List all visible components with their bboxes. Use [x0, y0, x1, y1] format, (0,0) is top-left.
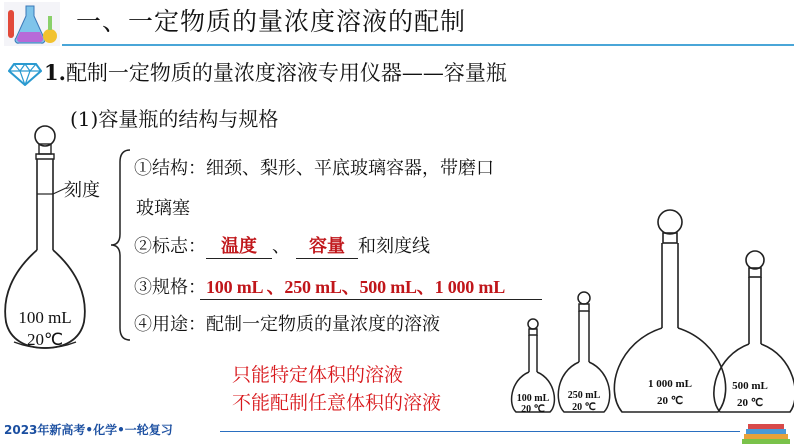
flask-1000ml-temp: 20 ℃: [656, 395, 684, 407]
subsection-heading: (1)容量瓶的结构与规格: [70, 107, 279, 131]
diamond-icon: [8, 62, 42, 86]
mark-blank-2: [296, 234, 358, 260]
flask-1000ml-volume: 1 000 mL: [648, 378, 692, 390]
footer-divider: [220, 431, 740, 432]
flask-250ml-volume: 250 mL: [567, 390, 601, 401]
structure-label: ①结构：: [134, 158, 206, 179]
flask-250ml-temp: 20 ℃: [572, 402, 596, 413]
flask-500ml-temp: 20 ℃: [736, 397, 764, 409]
spec-answer: 100 mL 、250 mL、500 mL、1 000 mL: [206, 277, 506, 297]
structure-line-2: 玻璃塞: [136, 198, 190, 219]
use-line: [134, 312, 440, 338]
section-heading-text: 配制一定物质的量浓度溶液专用仪器——容量瓶: [65, 61, 507, 85]
structure-text: 细颈、梨形、平底玻璃容器，带磨口: [206, 158, 494, 179]
scale-mark-label: 刻度: [64, 180, 100, 201]
mark-label: ②标志：: [134, 236, 206, 257]
mark-blank-1: [206, 234, 272, 260]
bracket-brace: [108, 148, 132, 342]
note-line-1: 只能特定体积的溶液: [232, 364, 404, 386]
footer-course-label: 2023年新高考•化学•一轮复习: [4, 423, 173, 437]
section-heading: [44, 58, 507, 88]
mark-suffix: 和刻度线: [358, 236, 430, 257]
spec-label: ③规格：: [134, 277, 206, 298]
main-flask-temp-label: 20℃: [26, 330, 64, 349]
note-line-2: 不能配制任意体积的溶液: [232, 392, 442, 414]
main-flask-volume-label: 100 mL: [18, 308, 72, 327]
flask-100ml-volume: 100 mL: [516, 393, 550, 404]
mark-line: [134, 234, 430, 260]
structure-line-1: [134, 156, 494, 182]
spec-blank: [206, 274, 506, 301]
flask-100ml-temp: 20 ℃: [521, 404, 545, 415]
mark-separator: 、: [272, 236, 290, 257]
lab-flasks-logo-icon: [4, 2, 60, 46]
mark-answer-temperature: 温度: [221, 236, 257, 257]
mark-answer-capacity: 容量: [309, 236, 345, 257]
flask-stopper: [35, 126, 55, 146]
books-icon: [742, 420, 790, 446]
section-number: 1.: [44, 60, 66, 85]
page-title: 一、一定物质的量浓度溶液的配制: [76, 7, 467, 36]
use-label: ④用途：: [134, 314, 206, 335]
use-text: 配制一定物质的量浓度的溶液: [206, 314, 440, 335]
flask-500ml-volume: 500 mL: [732, 380, 768, 392]
header-divider: [62, 44, 794, 46]
spec-line: [134, 274, 506, 301]
